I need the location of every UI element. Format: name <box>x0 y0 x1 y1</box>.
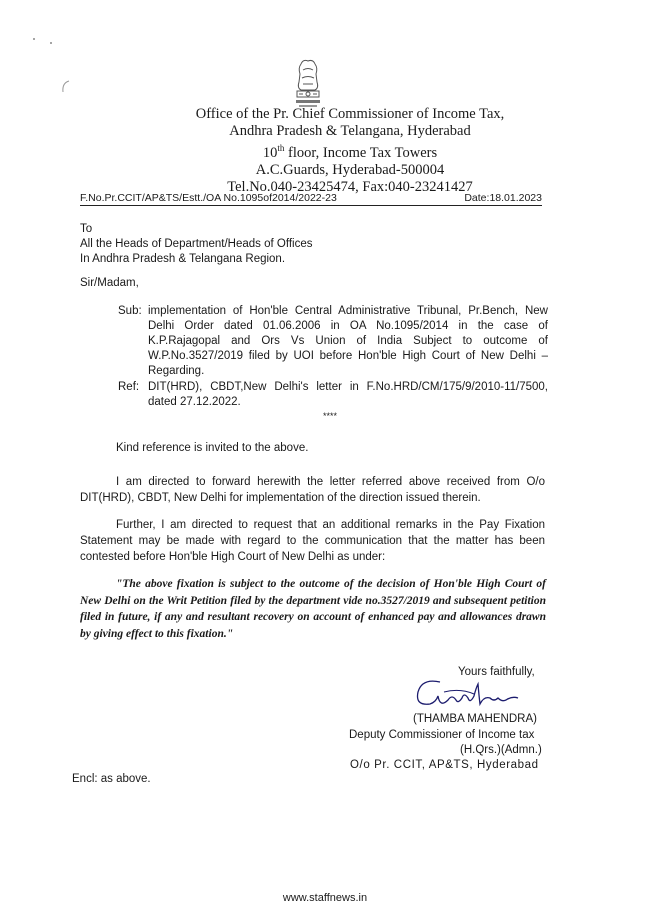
office-region: Andhra Pradesh & Telangana, Hyderabad <box>229 123 471 139</box>
signatory-name: (THAMBA MAHENDRA) <box>413 713 537 725</box>
addressee-line-1: All the Heads of Department/Heads of Offices <box>80 238 313 250</box>
closing: Yours faithfully, <box>458 666 535 678</box>
letterhead <box>0 106 650 196</box>
addressee <box>80 222 312 267</box>
paragraph-1: Kind reference is invited to the above. <box>116 442 309 454</box>
subject-label: Sub: <box>118 305 142 317</box>
enclosure: Encl: as above. <box>72 773 151 785</box>
reference-block <box>118 380 548 410</box>
office-address: A.C.Guards, Hyderabad-500004 <box>255 161 445 178</box>
letter-date: Date:18.01.2023 <box>464 192 542 204</box>
office-telephone: Tel.No.040-23425474, Fax:040-23241427 <box>227 178 473 195</box>
paragraph-3: Further, I am directed to request that an additional remarks in the Pay Fixation Statement may be made with regard to the communication that the matter has been contested before Hon'ble High Court of New Delhi as under: <box>80 519 545 563</box>
signatory-office: O/o Pr. CCIT, AP&TS, Hyderabad <box>350 759 539 771</box>
signatory-designation: Deputy Commissioner of Income tax <box>349 729 535 741</box>
signatory-unit: (H.Qrs.)(Admn.) <box>460 744 542 756</box>
office-floor: 10th floor, Income Tax Towers <box>262 143 438 161</box>
speck <box>33 38 35 40</box>
reference-text: DIT(HRD), CBDT,New Delhi's letter in F.No.HRD/CM/175/9/2010-11/7500, dated 27.12.2022. <box>148 381 548 408</box>
speck <box>50 42 52 44</box>
addressee-line-2: In Andhra Pradesh & Telangana Region. <box>80 253 286 265</box>
to-label: To <box>80 223 93 235</box>
reference-label: Ref: <box>118 381 140 393</box>
salutation: Sir/Madam, <box>80 277 139 289</box>
footer-website: www.staffnews.in <box>282 892 368 904</box>
speck-curve <box>60 80 72 94</box>
office-name: Office of the Pr. Chief Commissioner of Income Tax, <box>195 106 505 122</box>
quoted-remark: "The above fixation is subject to the outcome of the decision of Hon'ble High Court of New Delhi on the Writ Petition filed by the department vide no.3527/2019 and subsequent petition filed in future, if any and resultant recovery on account of enhanced pay and allowances drawn by giving effect to this fixation." <box>80 578 546 640</box>
file-reference-line <box>80 192 542 206</box>
file-number: F.No.Pr.CCIT/AP&TS/Estt./OA No.1095of2014/2022-23 <box>80 192 337 204</box>
subject-block <box>118 304 548 379</box>
paragraph-2: I am directed to forward herewith the letter referred above received from O/o DIT(HRD), CBDT, New Delhi for implementation of the direction issued therein. <box>80 476 545 504</box>
separator: **** <box>323 411 338 421</box>
subject-text: implementation of Hon'ble Central Administrative Tribunal, Pr.Bench, New Delhi Order dated 01.06.2006 in OA No.1095/2014 in the case of K.P.Rajagopal and Ors Vs Union of India Subject to outcome of W.P.No.3527/2019 filed by UOI before Hon'ble High Court of New Delhi – Regarding. <box>148 305 548 377</box>
